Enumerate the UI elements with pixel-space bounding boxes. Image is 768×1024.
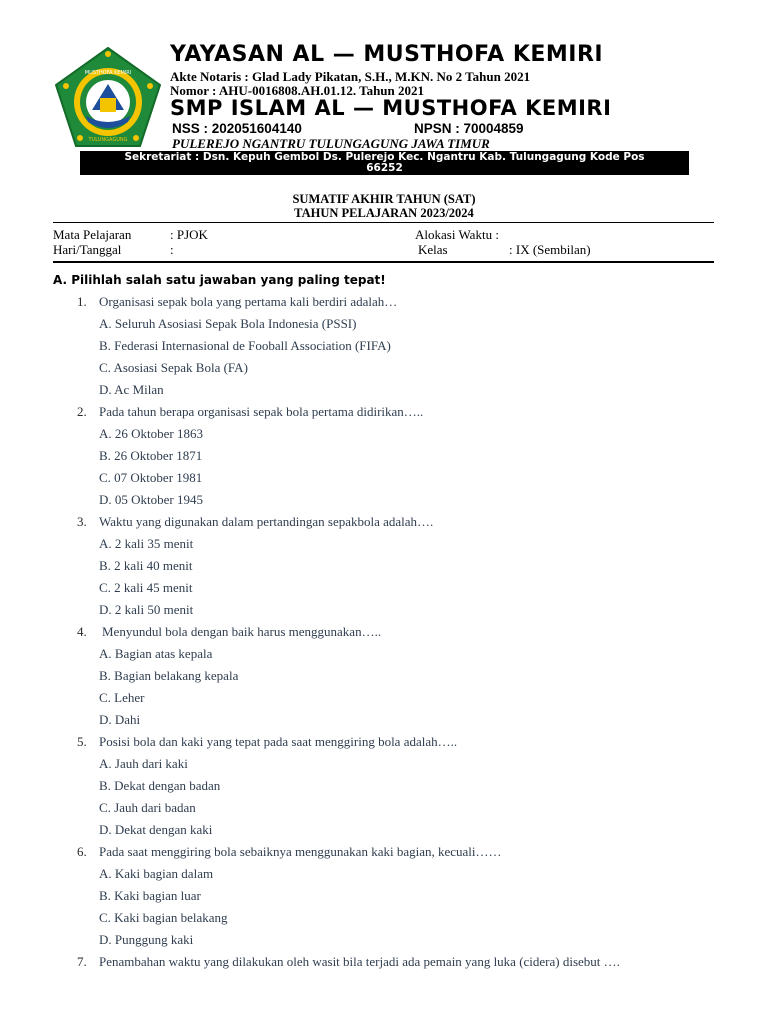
answer-option: B. 2 kali 40 menit [99,558,193,573]
exam-year: TAHUN PELAJARAN 2023/2024 [294,206,474,220]
npsn-line: NPSN : 70004859 [414,121,524,136]
answer-option: A. Jauh dari kaki [99,756,188,771]
logo-subtext: TULUNGAGUNG [88,137,128,143]
question-number: 6. [77,844,87,859]
question-text: Waktu yang digunakan dalam pertandingan sepakbola adalah…. [99,514,434,529]
school-name: SMP ISLAM AL — MUSTHOFA KEMIRI [170,96,612,120]
question-text: Menyundul bola dengan baik harus menggunakan….. [102,624,382,639]
location-line: PULEREJO NGANTRU TULUNGAGUNG JAWA TIMUR [172,136,490,151]
subject-value: : PJOK [170,227,208,242]
divider-top [53,222,714,223]
secretariat-line-2: 66252 [366,162,403,174]
answer-option: C. 07 Oktober 1981 [99,470,203,485]
answer-option: C. Asosiasi Sepak Bola (FA) [99,360,248,375]
foundation-name: YAYASAN AL — MUSTHOFA KEMIRI [170,42,604,67]
nss-line: NSS : 202051604140 [172,121,302,136]
answer-option: A. Seluruh Asosiasi Sepak Bola Indonesia (PSSI) [99,316,357,331]
day-label: Hari/Tanggal [53,242,122,257]
answer-option: D. Punggung kaki [99,932,194,947]
subject-label: Mata Pelajaran [53,227,132,242]
exam-title: SUMATIF AKHIR TAHUN (SAT) [292,192,476,206]
answer-option: C. 2 kali 45 menit [99,580,193,595]
number-line: Nomor : AHU-0016808.AH.01.12. Tahun 2021 [170,83,425,98]
answer-option: A. Bagian atas kepala [99,646,213,661]
question-text: Pada saat menggiring bola sebaiknya menggunakan kaki bagian, kecuali…… [99,844,502,859]
question-text: Organisasi sepak bola yang pertama kali berdiri adalah… [99,294,398,309]
answer-option: C. Jauh dari badan [99,800,196,815]
question-text: Penambahan waktu yang dilakukan oleh wasit bila terjadi ada pemain yang luka (cidera) disebut …. [99,954,620,969]
secretariat-line-1: Sekretariat : Dsn. Kepuh Gembol Ds. Pulerejo Kec. Ngantru Kab. Tulungagung Kode Pos [124,151,645,163]
answer-option: A. Kaki bagian dalam [99,866,214,881]
secretariat-bar [80,151,689,175]
answer-option: D. Ac Milan [99,382,164,397]
question-number: 1. [77,294,87,309]
answer-option: B. 26 Oktober 1871 [99,448,203,463]
school-logo [52,46,164,150]
question-number: 7. [77,954,87,969]
answer-option: D. 05 Oktober 1945 [99,492,203,507]
answer-option: D. 2 kali 50 menit [99,602,194,617]
answer-option: D. Dahi [99,712,141,727]
answer-option: B. Federasi Internasional de Fooball Association (FIFA) [99,338,391,353]
notary-line: Akte Notaris : Glad Lady Pikatan, S.H., M.KN. No 2 Tahun 2021 [170,69,531,84]
day-value: : [170,242,174,257]
class-label: Kelas [418,242,448,257]
logo-text: MUSTHOFA KEMIRI [84,70,132,76]
answer-option: A. 26 Oktober 1863 [99,426,203,441]
section-a-instruction: A. Pilihlah salah satu jawaban yang paling tepat! [53,273,386,287]
answer-option: D. Dekat dengan kaki [99,822,213,837]
answer-option: B. Bagian belakang kepala [99,668,239,683]
question-text: Pada tahun berapa organisasi sepak bola pertama didirikan….. [99,404,424,419]
question-number: 5. [77,734,87,749]
answer-option: C. Kaki bagian belakang [99,910,228,925]
question-number: 3. [77,514,87,529]
answer-option: B. Kaki bagian luar [99,888,201,903]
divider-bottom [53,261,714,263]
class-value: : IX (Sembilan) [509,242,591,257]
answer-option: A. 2 kali 35 menit [99,536,194,551]
answer-option: C. Leher [99,690,145,705]
answer-option: B. Dekat dengan badan [99,778,221,793]
question-number: 4. [77,624,87,639]
question-text: Posisi bola dan kaki yang tepat pada saat menggiring bola adalah….. [99,734,458,749]
time-label: Alokasi Waktu : [415,227,499,242]
question-number: 2. [77,404,87,419]
